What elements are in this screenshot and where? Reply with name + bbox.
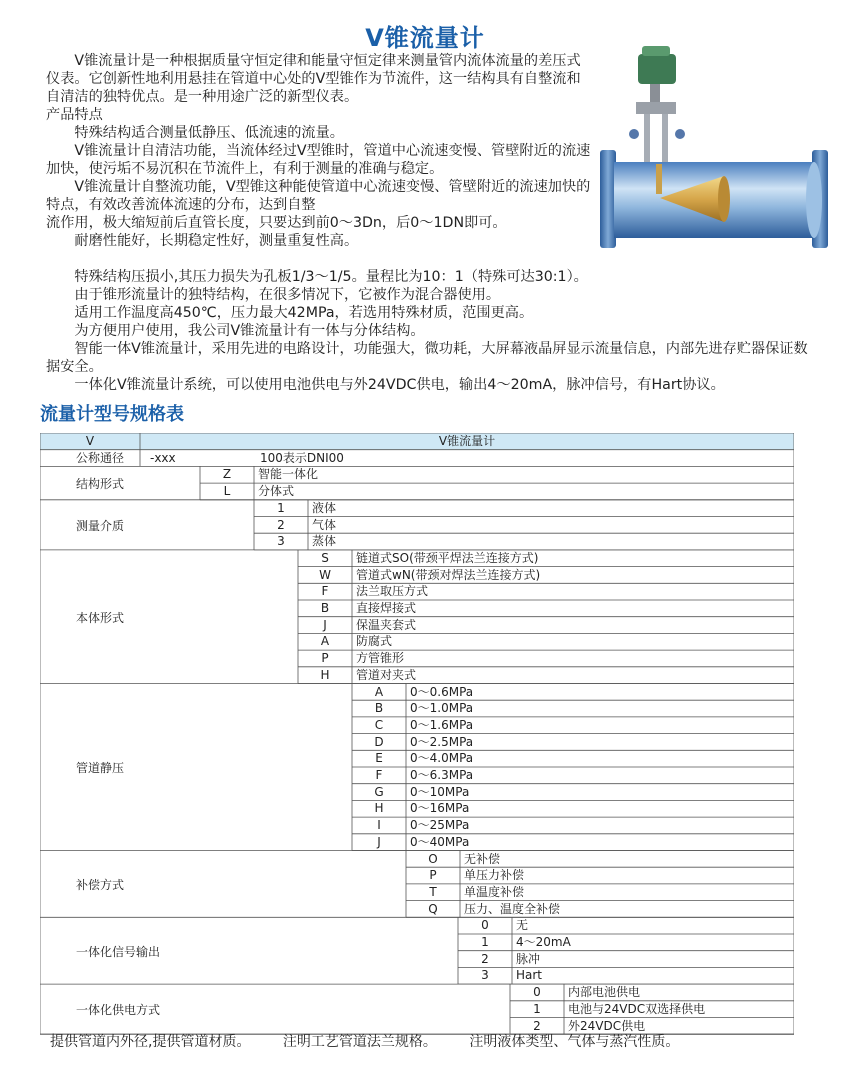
feature-line: 由于锥形流量计的独特结构，在很多情况下，它被作为混合器使用。	[74, 287, 501, 303]
table-row-code: P	[429, 868, 437, 883]
table-row-desc: 0～1.0MPa	[410, 701, 474, 716]
table-row-code: 2	[533, 1018, 541, 1033]
table-row-desc: 链道式SO(带颈平焊法兰连接方式)	[356, 550, 539, 565]
table-row-code: D	[374, 734, 384, 749]
feature-line: 流作用，极大缩短前后直管长度，只要达到前0～3Dn，后0～1DN即可。	[46, 215, 507, 231]
table-row-code: O	[428, 851, 438, 866]
intro-text	[46, 52, 594, 250]
table-row-code: 3	[277, 534, 285, 549]
table-row-desc: 防腐式	[356, 634, 393, 649]
feature-line: 一体化V锥流量计系统，可以使用电池供电与外24VDC供电，输出4～20mA，脉冲信号，有Hart协议。	[74, 377, 725, 393]
table-row-code: F	[321, 584, 329, 599]
table-row-code: 1	[533, 1001, 541, 1016]
table-row-desc: 电池与24VDC双选择供电	[568, 1001, 706, 1016]
table-row-code: G	[374, 784, 384, 799]
features-text	[46, 268, 816, 394]
table-title: 流量计型号规格表	[40, 404, 184, 425]
table-group-label: 补偿方式	[76, 877, 125, 892]
table-group-label: 一体化信号输出	[76, 944, 161, 959]
table-group-label: 结构形式	[76, 477, 125, 492]
table-row-desc: 气体	[312, 517, 337, 532]
table-row-desc: 0～6.3MPa	[410, 768, 474, 782]
footer-note: 注明工艺管道法兰规格。	[282, 1034, 437, 1050]
table-row-code: Q	[428, 901, 438, 916]
table-group-label: 一体化供电方式	[76, 1003, 161, 1018]
table-row-desc: 4～20mA	[516, 935, 571, 949]
table-row-code: I	[377, 818, 381, 833]
table-row-code: A	[320, 634, 330, 649]
table-row-desc: 管道式wN(带颈对焊法兰连接方式)	[356, 567, 541, 582]
table-row-desc: 液体	[312, 500, 337, 515]
table-row-desc: Hart	[516, 968, 543, 983]
table-row-desc: 智能一体化	[258, 467, 319, 482]
table-row-desc: 法兰取压方式	[356, 584, 429, 599]
table-row-code: 1	[481, 935, 489, 949]
table-header-name: V锥流量计	[438, 434, 496, 448]
table-row-code: F	[375, 768, 383, 782]
table-row-code: H	[320, 667, 330, 682]
page-title: V锥流量计	[365, 24, 485, 52]
spec-table	[40, 433, 794, 1031]
intro-paragraph: V锥流量计是一种根据质量守恒定律和能量守恒定律来测量管内流体流量的差压式仪表。它创新性地利用悬挂在管道中心处的V型锥作为节流件，这一结构具有自整流和自清洁的独特优点。是一种用途广泛的新型仪表。	[46, 53, 581, 105]
table-row-code: J	[323, 617, 327, 632]
footer-note: 注明液体类型、气体与蒸汽性质。	[469, 1034, 680, 1050]
table-row-desc: 分体式	[258, 484, 295, 499]
table-row-code: 0	[533, 985, 541, 1000]
feature-line: 特殊结构适合测量低静压、低流速的流量。	[74, 125, 344, 141]
feature-line: 特殊结构压损小,其压力损失为孔板1/3～1/5。量程比为10：1（特殊可达30:1）。	[74, 269, 588, 285]
table-row-desc: 0～10MPa	[410, 784, 470, 799]
table-header-code: V	[85, 434, 95, 448]
table-row-code: P	[321, 651, 329, 666]
feature-line: V锥流量计自整流功能，V型锥这种能使管道中心流速变慢、管壁附近的流速加快的特点，有效改善流体流速的分布，达到自整	[46, 179, 591, 213]
table-row-code: Z	[222, 467, 232, 482]
table-diameter-desc: 100表示DNI00	[260, 450, 344, 465]
table-row-code: B	[374, 701, 384, 716]
table-row-code: 3	[481, 968, 489, 983]
table-row-code: E	[375, 751, 383, 766]
transmitter-head	[638, 54, 676, 84]
table-row-desc: 直接焊接式	[356, 601, 417, 615]
table-row-code: 2	[277, 517, 285, 532]
feature-line: 适用工作温度高450℃，压力最大42MPa，若选用特殊材质，范围更高。	[74, 305, 534, 321]
table-row-desc: 外24VDC供电	[568, 1018, 646, 1033]
table-row-desc: 0～25MPa	[410, 818, 470, 833]
feature-line: 智能一体V锥流量计，采用先进的电路设计，功能强大，微功耗，大屏幕液晶屏显示流量信息，内部先进存贮器保证数据安全。	[46, 341, 808, 375]
table-group-label: 本体形式	[76, 610, 125, 625]
table-row-code: H	[374, 801, 384, 816]
feature-line: 耐磨性能好，长期稳定性好，测量重复性高。	[74, 233, 359, 249]
footer-note: 提供管道内外径,提供管道材质。	[50, 1034, 251, 1050]
footer-notes	[50, 1033, 707, 1051]
table-row-desc: 0～0.6MPa	[410, 684, 474, 699]
table-row-code: 2	[481, 951, 489, 966]
table-row-code: 1	[277, 500, 285, 515]
table-row-code: L	[223, 484, 231, 499]
table-row-code: A	[374, 684, 384, 699]
table-row-code: W	[319, 567, 331, 582]
feature-line: 为方便用户使用，我公司V锥流量计有一体与分体结构。	[74, 323, 425, 339]
table-group-label: 测量介质	[76, 518, 125, 533]
features-heading: 产品特点	[46, 107, 103, 123]
table-row-desc: 压力、温度全补偿	[464, 901, 561, 916]
table-row-code: S	[321, 550, 329, 565]
table-row-desc: 蒸体	[312, 534, 337, 549]
table-row-desc: 脉冲	[516, 951, 541, 966]
table-group-label: 管道静压	[76, 761, 125, 775]
table-row-desc: 0～4.0MPa	[410, 751, 474, 766]
table-row-desc: 单温度补偿	[464, 884, 525, 899]
table-row-desc: 无	[516, 918, 529, 933]
product-image	[596, 40, 832, 255]
feature-line: V锥流量计自清洁功能，当流体经过V型锥时，管道中心流速变慢、管壁附近的流速加快，使污垢不易沉积在节流件上，有利于测量的准确与稳定。	[46, 143, 591, 177]
table-row-desc: 无补偿	[464, 851, 501, 866]
table-row-desc: 管道对夹式	[356, 667, 417, 682]
table-row-code: 0	[481, 918, 489, 933]
table-row-code: T	[429, 884, 437, 899]
table-row-desc: 0～1.6MPa	[410, 717, 474, 732]
table-row-code: B	[320, 601, 330, 615]
table-row-desc: 0～2.5MPa	[410, 734, 474, 749]
table-row-desc: 0～40MPa	[410, 834, 470, 849]
table-diameter-label: 公称通径	[76, 450, 125, 465]
table-diameter-code: -xxx	[150, 450, 176, 465]
table-row-desc: 单压力补偿	[464, 868, 525, 883]
table-row-desc: 0～16MPa	[410, 801, 470, 816]
table-row-desc: 内部电池供电	[568, 985, 641, 1000]
table-row-code: J	[377, 834, 381, 849]
table-row-desc: 保温夹套式	[356, 617, 417, 632]
table-row-desc: 方管锥形	[356, 651, 405, 666]
table-row-code: C	[374, 717, 384, 732]
